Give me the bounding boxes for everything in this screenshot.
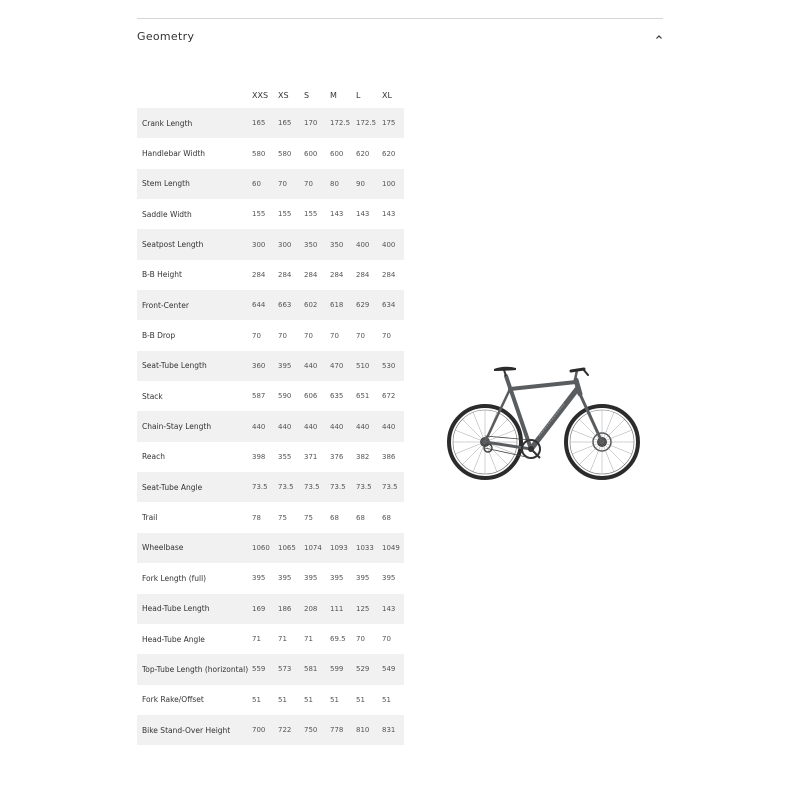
table-row [137, 624, 404, 654]
row-label: Head-Tube Length [137, 594, 248, 624]
row-label: Saddle Width [137, 199, 248, 229]
table-cell: 355 [274, 442, 300, 472]
table-cell: 284 [274, 260, 300, 290]
row-label: Trail [137, 502, 248, 532]
table-cell: 75 [300, 502, 326, 532]
table-cell: 51 [352, 685, 378, 715]
table-cell: 51 [300, 685, 326, 715]
table-cell: 573 [274, 654, 300, 684]
table-cell: 371 [300, 442, 326, 472]
table-cell: 68 [326, 502, 352, 532]
table-cell: 71 [300, 624, 326, 654]
table-cell: 1093 [326, 533, 352, 563]
table-cell: 165 [248, 108, 274, 138]
size-header: XL [382, 90, 392, 100]
table-cell: 376 [326, 442, 352, 472]
table-cell: 70 [274, 169, 300, 199]
header-blank [137, 82, 248, 108]
table-cell: 831 [378, 715, 404, 745]
size-header: XXS [252, 90, 269, 100]
table-cell: 68 [378, 502, 404, 532]
table-cell: 440 [300, 351, 326, 381]
row-label: Fork Rake/Offset [137, 685, 248, 715]
table-cell: 284 [326, 260, 352, 290]
table-cell: 587 [248, 381, 274, 411]
size-header: L [356, 90, 361, 100]
row-label: Crank Length [137, 108, 248, 138]
table-cell: 672 [378, 381, 404, 411]
table-cell: 618 [326, 290, 352, 320]
row-label: Handlebar Width [137, 138, 248, 168]
table-cell: 581 [300, 654, 326, 684]
table-cell: 143 [378, 594, 404, 624]
table-cell: 350 [300, 229, 326, 259]
section-title: Geometry [137, 30, 195, 43]
table-cell: 1065 [274, 533, 300, 563]
section-divider [137, 18, 663, 19]
table-cell: 470 [326, 351, 352, 381]
table-cell: 143 [378, 199, 404, 229]
row-label: Wheelbase [137, 533, 248, 563]
handlebar [571, 369, 588, 375]
table-row [137, 563, 404, 593]
table-cell: 51 [326, 685, 352, 715]
table-row [137, 502, 404, 532]
saddle [494, 367, 516, 376]
geometry-section-header[interactable] [137, 30, 663, 50]
table-row [137, 381, 404, 411]
table-cell: 600 [300, 138, 326, 168]
table-row [137, 715, 404, 745]
table-cell: 722 [274, 715, 300, 745]
table-cell: 78 [248, 502, 274, 532]
table-cell: 186 [274, 594, 300, 624]
chevron-up-icon[interactable] [655, 33, 663, 41]
table-cell: 634 [378, 290, 404, 320]
table-cell: 395 [274, 563, 300, 593]
table-row [137, 320, 404, 350]
table-row [137, 685, 404, 715]
table-cell: 73.5 [378, 472, 404, 502]
table-cell: 599 [326, 654, 352, 684]
table-cell: 549 [378, 654, 404, 684]
table-cell: 51 [248, 685, 274, 715]
table-cell: 51 [274, 685, 300, 715]
table-cell: 111 [326, 594, 352, 624]
table-cell: 400 [352, 229, 378, 259]
table-cell: 590 [274, 381, 300, 411]
table-cell: 300 [274, 229, 300, 259]
table-cell: 1060 [248, 533, 274, 563]
table-row [137, 199, 404, 229]
table-cell: 73.5 [248, 472, 274, 502]
table-cell: 208 [300, 594, 326, 624]
table-row [137, 290, 404, 320]
table-cell: 635 [326, 381, 352, 411]
table-cell: 284 [248, 260, 274, 290]
size-header: S [304, 90, 310, 100]
table-cell: 350 [326, 229, 352, 259]
table-cell: 530 [378, 351, 404, 381]
table-cell: 172.5 [352, 108, 378, 138]
row-label: B-B Height [137, 260, 248, 290]
table-cell: 70 [352, 624, 378, 654]
table-cell: 510 [352, 351, 378, 381]
table-cell: 750 [300, 715, 326, 745]
table-cell: 170 [300, 108, 326, 138]
table-cell: 73.5 [352, 472, 378, 502]
table-cell: 644 [248, 290, 274, 320]
table-cell: 651 [352, 381, 378, 411]
table-cell: 360 [248, 351, 274, 381]
row-label: Front-Center [137, 290, 248, 320]
table-cell: 284 [300, 260, 326, 290]
table-cell: 395 [326, 563, 352, 593]
size-header: XS [278, 90, 289, 100]
size-header: M [330, 90, 337, 100]
table-cell: 395 [300, 563, 326, 593]
table-cell: 143 [352, 199, 378, 229]
table-cell: 70 [300, 169, 326, 199]
table-row [137, 411, 404, 441]
table-row [137, 138, 404, 168]
table-cell: 395 [248, 563, 274, 593]
table-row [137, 442, 404, 472]
table-cell: 580 [274, 138, 300, 168]
table-cell: 169 [248, 594, 274, 624]
table-cell: 620 [352, 138, 378, 168]
table-cell: 1074 [300, 533, 326, 563]
table-cell: 80 [326, 169, 352, 199]
table-cell: 629 [352, 290, 378, 320]
table-cell: 529 [352, 654, 378, 684]
row-label: Bike Stand-Over Height [137, 715, 248, 745]
table-cell: 73.5 [300, 472, 326, 502]
table-cell: 75 [274, 502, 300, 532]
table-cell: 386 [378, 442, 404, 472]
table-cell: 71 [274, 624, 300, 654]
row-label: Chain-Stay Length [137, 411, 248, 441]
table-cell: 395 [352, 563, 378, 593]
table-cell: 172.5 [326, 108, 352, 138]
table-cell: 70 [274, 320, 300, 350]
table-row [137, 533, 404, 563]
table-cell: 440 [300, 411, 326, 441]
table-cell: 70 [300, 320, 326, 350]
table-cell: 398 [248, 442, 274, 472]
table-cell: 70 [248, 320, 274, 350]
table-cell: 90 [352, 169, 378, 199]
row-label: Stem Length [137, 169, 248, 199]
geometry-table-body [137, 108, 404, 745]
row-label: Seat-Tube Angle [137, 472, 248, 502]
table-cell: 100 [378, 169, 404, 199]
table-cell: 602 [300, 290, 326, 320]
table-cell: 125 [352, 594, 378, 624]
table-cell: 71 [248, 624, 274, 654]
row-label: Seat-Tube Length [137, 351, 248, 381]
table-row [137, 654, 404, 684]
table-cell: 70 [378, 624, 404, 654]
table-cell: 440 [326, 411, 352, 441]
table-cell: 778 [326, 715, 352, 745]
table-cell: 606 [300, 381, 326, 411]
table-cell: 395 [378, 563, 404, 593]
row-label: Head-Tube Angle [137, 624, 248, 654]
table-cell: 175 [378, 108, 404, 138]
table-cell: 395 [274, 351, 300, 381]
size-header-row [137, 82, 404, 108]
table-row [137, 108, 404, 138]
table-row [137, 472, 404, 502]
bike-image [444, 362, 642, 484]
table-cell: 73.5 [274, 472, 300, 502]
table-row [137, 169, 404, 199]
table-cell: 155 [248, 199, 274, 229]
table-cell: 51 [378, 685, 404, 715]
table-cell: 620 [378, 138, 404, 168]
row-label: B-B Drop [137, 320, 248, 350]
table-cell: 440 [274, 411, 300, 441]
table-cell: 155 [274, 199, 300, 229]
table-cell: 1033 [352, 533, 378, 563]
geometry-table [137, 82, 404, 745]
table-row [137, 594, 404, 624]
table-row [137, 351, 404, 381]
table-cell: 559 [248, 654, 274, 684]
table-cell: 600 [326, 138, 352, 168]
table-cell: 284 [352, 260, 378, 290]
row-label: Fork Length (full) [137, 563, 248, 593]
table-cell: 440 [378, 411, 404, 441]
table-cell: 284 [378, 260, 404, 290]
table-cell: 70 [326, 320, 352, 350]
table-cell: 165 [274, 108, 300, 138]
table-cell: 69.5 [326, 624, 352, 654]
table-cell: 440 [352, 411, 378, 441]
table-cell: 60 [248, 169, 274, 199]
row-label: Stack [137, 381, 248, 411]
table-cell: 143 [326, 199, 352, 229]
row-label: Seatpost Length [137, 229, 248, 259]
table-row [137, 229, 404, 259]
table-cell: 1049 [378, 533, 404, 563]
table-cell: 382 [352, 442, 378, 472]
table-cell: 68 [352, 502, 378, 532]
table-cell: 580 [248, 138, 274, 168]
table-cell: 440 [248, 411, 274, 441]
table-cell: 300 [248, 229, 274, 259]
table-cell: 73.5 [326, 472, 352, 502]
table-cell: 70 [352, 320, 378, 350]
table-row [137, 260, 404, 290]
table-cell: 700 [248, 715, 274, 745]
table-cell: 70 [378, 320, 404, 350]
row-label: Reach [137, 442, 248, 472]
table-cell: 810 [352, 715, 378, 745]
row-label: Top-Tube Length (horizontal) [137, 654, 248, 684]
table-cell: 155 [300, 199, 326, 229]
table-cell: 400 [378, 229, 404, 259]
table-cell: 663 [274, 290, 300, 320]
